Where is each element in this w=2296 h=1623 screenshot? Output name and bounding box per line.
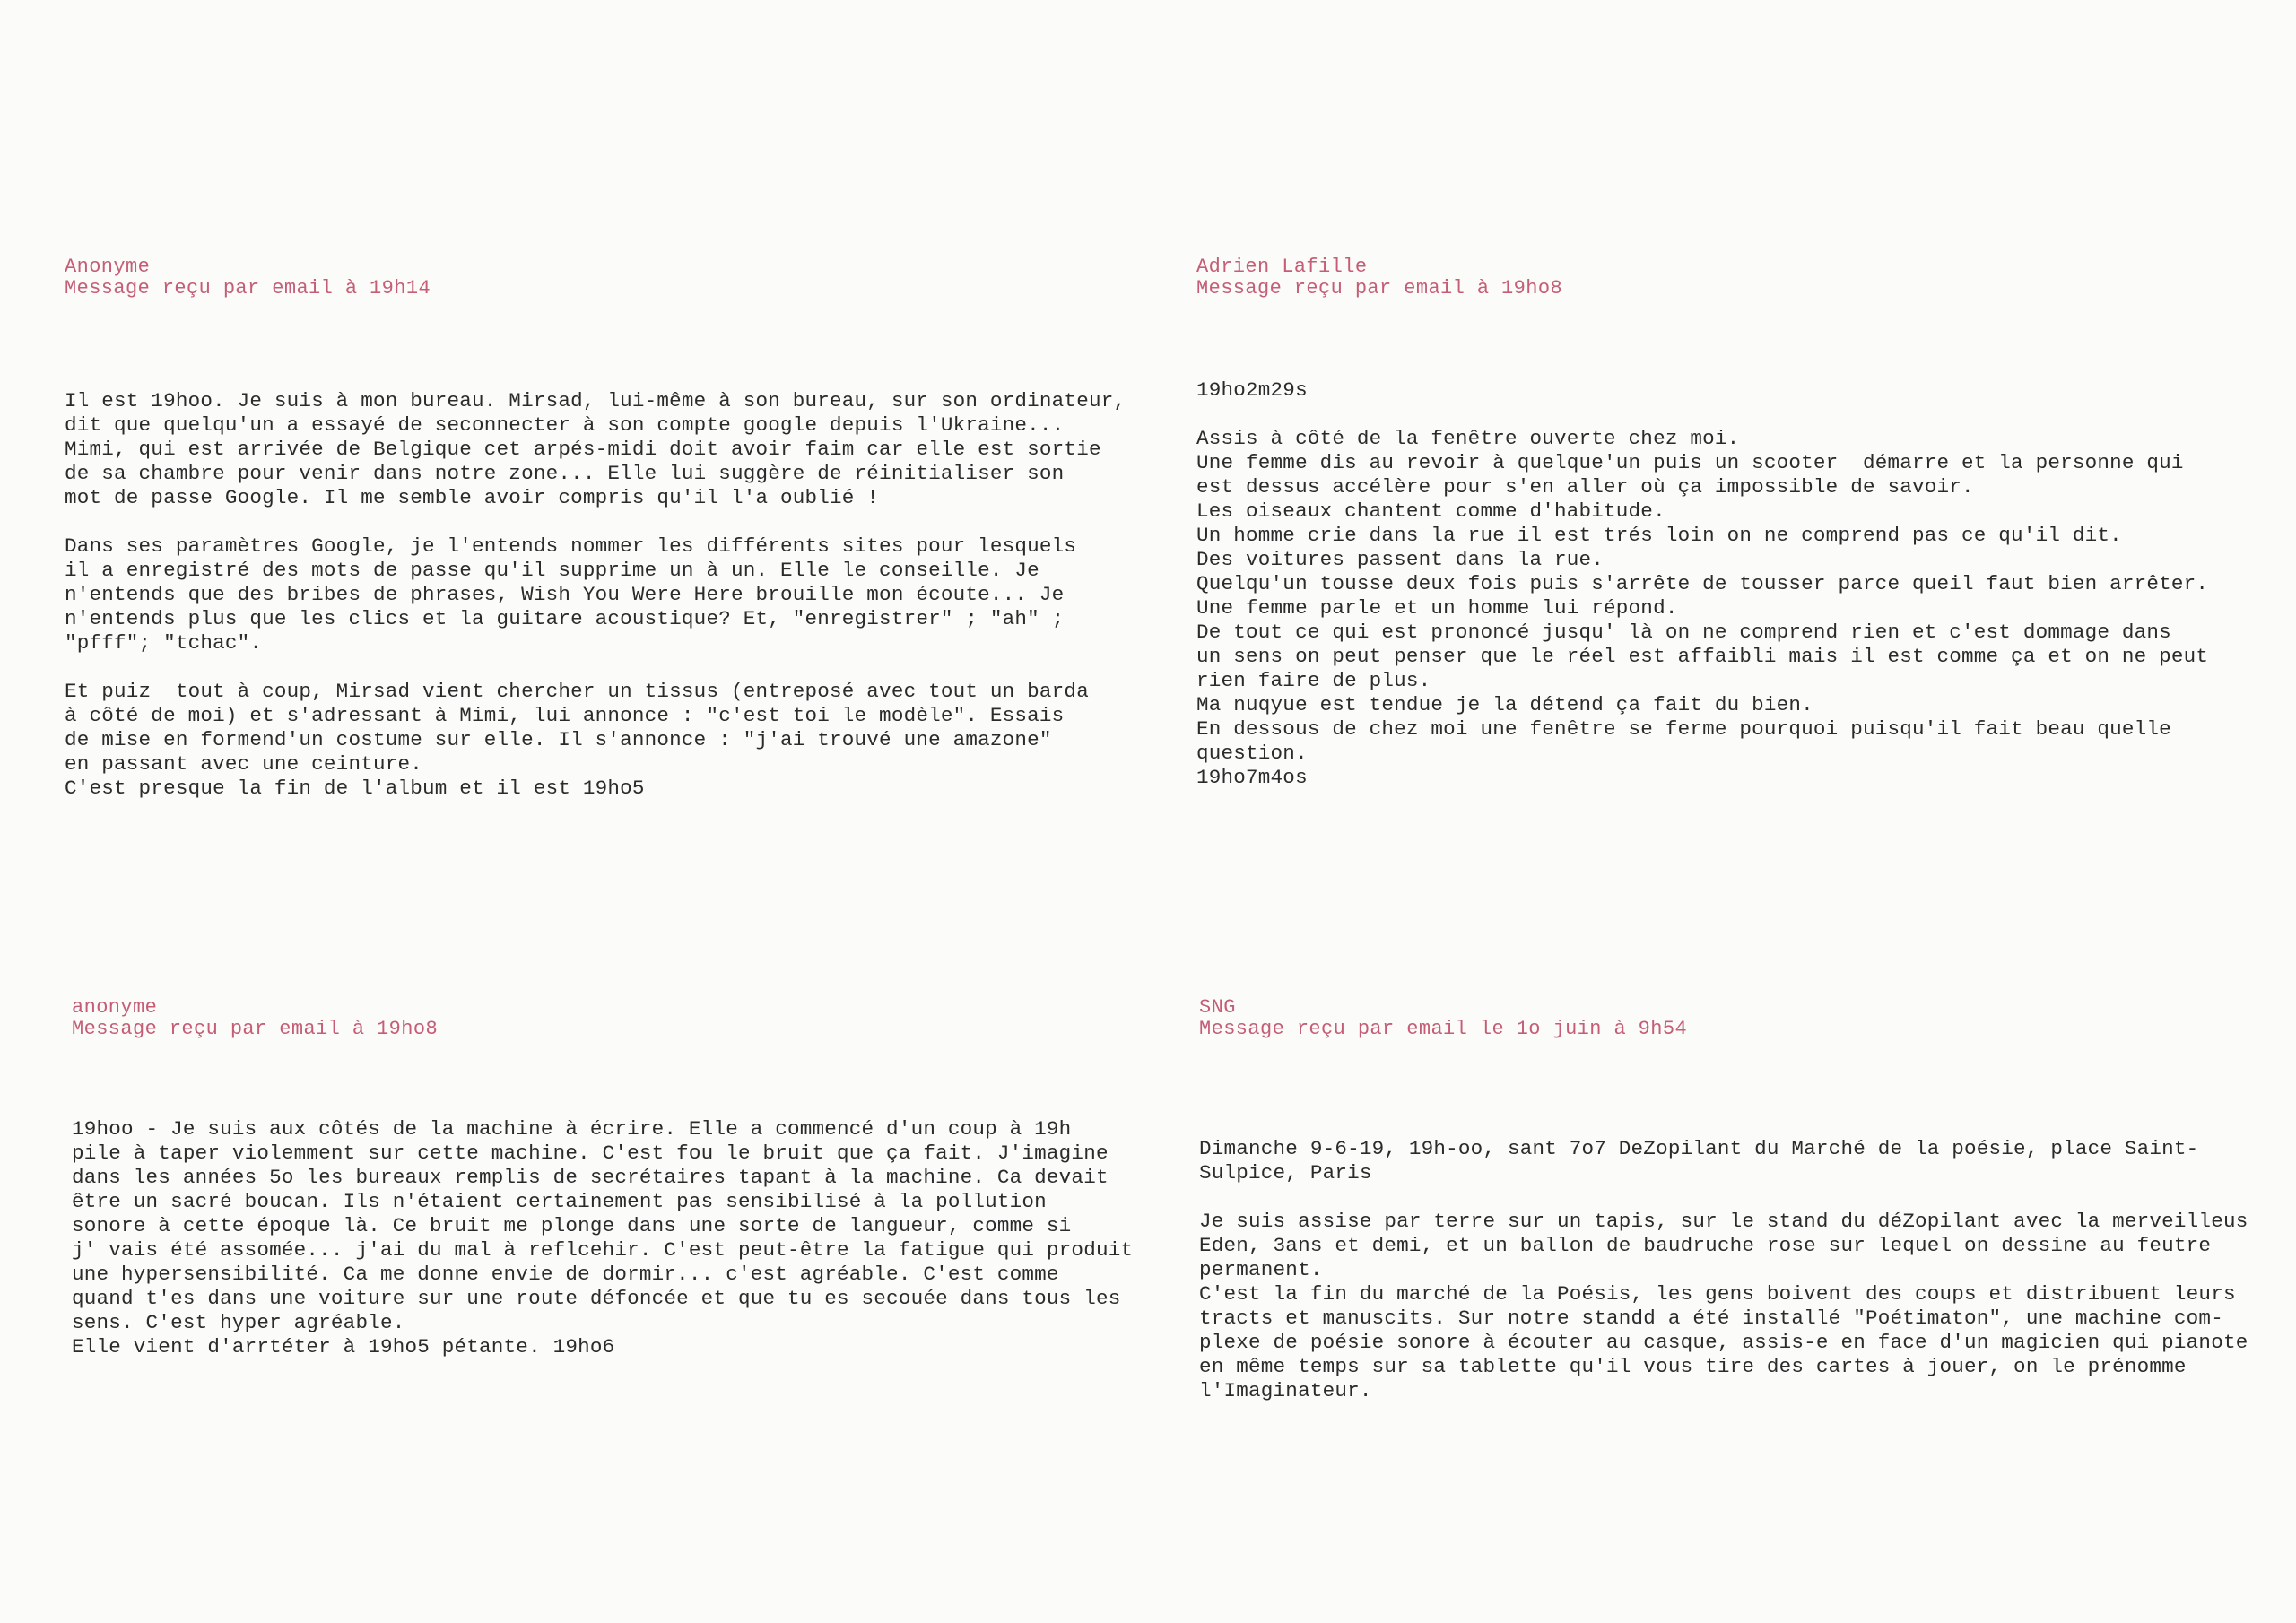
message-header [72,997,1175,1040]
text-line: "pfff"; "tchac". [65,631,263,655]
message-body [65,389,1168,801]
received-line: Message reçu par email le 1o juin à 9h54 [1199,1018,1688,1040]
text-line: Et puiz tout à coup, Mirsad vient chercher un tissus (entreposé avec tout un barda [65,680,1089,703]
paragraph-gap [1196,403,2296,427]
text-line: dit que quelqu'un a essayé de seconnecter à son compte google depuis l'Ukraine... [65,413,1065,437]
text-line: mot de passe Google. Il me semble avoir compris qu'il l'a oublié ! [65,486,880,509]
message-panel-top-left [65,256,1168,801]
text-line: Mimi, qui est arrivée de Belgique cet arpés-midi doit avoir faim car elle est sortie [65,438,1101,461]
text-line: sonore à cette époque là. Ce bruit me plonge dans une sorte de langueur, comme si [72,1214,1072,1237]
text-line: sens. C'est hyper agréable. [72,1311,405,1334]
text-line: quand t'es dans une voiture sur une route défoncée et que tu es secouée dans tous les [72,1287,1121,1310]
text-line: 19hoo - Je suis aux côtés de la machine à écrire. Elle a commencé d'un coup à 19h [72,1117,1072,1141]
text-line: plexe de poésie sonore à écouter au casque, assis-e en face d'un magicien qui pianote [1199,1331,2248,1354]
text-line: En dessous de chez moi une fenêtre se ferme pourquoi puisqu'il fait beau quelle [1196,717,2171,741]
text-line: rien faire de plus. [1196,669,1431,692]
author-name: SNG [1199,996,1236,1019]
text-line: de sa chambre pour venir dans notre zone... Elle lui suggère de réinitialiser son [65,462,1065,485]
text-line: Elle vient d'arrtéter à 19ho5 pétante. 19ho6 [72,1335,615,1358]
text-line: de mise en formend'un costume sur elle. Il s'annonce : "j'ai trouvé une amazone" [65,728,1052,751]
text-line: Sulpice, Paris [1199,1161,1372,1185]
text-line: Je suis assise par terre sur un tapis, sur le stand du déZopilant avec la merveilleus [1199,1210,2248,1233]
message-panel-bottom-left [72,997,1175,1359]
text-line: Eden, 3ans et demi, et un ballon de baudruche rose sur lequel on dessine au feutre [1199,1234,2212,1257]
text-line: Il est 19hoo. Je suis à mon bureau. Mirsad, lui-même à son bureau, sur son ordinateur, [65,389,1126,412]
text-line: Des voitures passent dans la rue. [1196,548,1605,571]
author-name: anonyme [72,996,158,1019]
text-line: Ma nuqyue est tendue je la détend ça fait du bien. [1196,693,1813,716]
text-line: pile à taper violemment sur cette machine. C'est fou le bruit que ça fait. J'imagine [72,1141,1109,1165]
text-line: à côté de moi) et s'adressant à Mimi, lui annonce : "c'est toi le modèle". Essais [65,704,1065,727]
text-line: C'est la fin du marché de la Poésis, les gens boivent des coups et distribuent leurs [1199,1282,2236,1306]
text-line: Une femme parle et un homme lui répond. [1196,596,1678,620]
author-name: Adrien Lafille [1196,256,1368,278]
text-line: Dans ses paramètres Google, je l'entends nommer les différents sites pour lesquels [65,534,1077,558]
text-line: De tout ce qui est prononcé jusqu' là on ne comprend rien et c'est dommage dans [1196,621,2171,644]
received-line: Message reçu par email à 19ho8 [72,1018,439,1040]
text-line: Une femme dis au revoir à quelque'un puis un scooter démarre et la personne qui [1196,451,2184,474]
text-line: est dessus accélère pour s'en aller où ça impossible de savoir. [1196,475,1974,499]
text-line: question. [1196,742,1308,765]
message-panel-top-right [1196,256,2296,790]
text-line: dans les années 5o les bureaux remplis de secrétaires tapant à la machine. Ca devait [72,1166,1109,1189]
text-line: être un sacré boucan. Ils n'étaient certainement pas sensibilisé à la pollution [72,1190,1047,1213]
text-line: tracts et manuscits. Sur notre standd a été installé "Poétimaton", une machine com- [1199,1306,2223,1330]
text-line: Quelqu'un tousse deux fois puis s'arrête de tousser parce queil faut bien arrêter. [1196,572,2209,595]
text-line: il a enregistré des mots de passe qu'il supprime un à un. Elle le conseille. Je [65,559,1039,582]
text-line: n'entends plus que les clics et la guitare acoustique? Et, "enregistrer" ; "ah" ; [65,607,1065,630]
text-line: Dimanche 9-6-19, 19h-oo, sant 7o7 DeZopilant du Marché de la poésie, place Saint- [1199,1137,2199,1160]
text-line: j' vais été assomée... j'ai du mal à reflcehir. C'est peut-être la fatigue qui produit [72,1238,1134,1262]
text-line: Un homme crie dans la rue il est trés loin on ne comprend pas ce qu'il dit. [1196,524,2122,547]
text-line: un sens on peut penser que le réel est affaibli mais il est comme ça et on ne peut [1196,645,2209,668]
received-line: Message reçu par email à 19h14 [65,277,431,299]
text-line: une hypersensibilité. Ca me donne envie de dormir... c'est agréable. C'est comme [72,1263,1059,1286]
message-body [1199,1137,2296,1403]
text-line: Les oiseaux chantent comme d'habitude. [1196,499,1665,523]
text-line: 19ho2m29s [1196,378,1308,402]
message-body [1196,378,2296,790]
message-header [1199,997,2296,1040]
paragraph-gap [1199,1185,2296,1210]
text-line: l'Imaginateur. [1199,1379,1372,1402]
paragraph-gap [65,655,1168,680]
text-line: permanent. [1199,1258,1323,1281]
message-panel-bottom-right [1199,997,2296,1403]
message-header [1196,256,2296,299]
received-line: Message reçu par email à 19ho8 [1196,277,1563,299]
text-line: en même temps sur sa tablette qu'il vous tire des cartes à jouer, on le prénomme [1199,1355,2187,1378]
text-line: n'entends que des bribes de phrases, Wish You Were Here brouille mon écoute... Je [65,583,1065,606]
text-line: Assis à côté de la fenêtre ouverte chez moi. [1196,427,1740,450]
message-body [72,1117,1175,1359]
paragraph-gap [65,510,1168,534]
text-line: en passant avec une ceinture. [65,752,422,776]
author-name: Anonyme [65,256,151,278]
message-header [65,256,1168,299]
text-line: 19ho7m4os [1196,766,1308,789]
text-line: C'est presque la fin de l'album et il est 19ho5 [65,777,645,800]
